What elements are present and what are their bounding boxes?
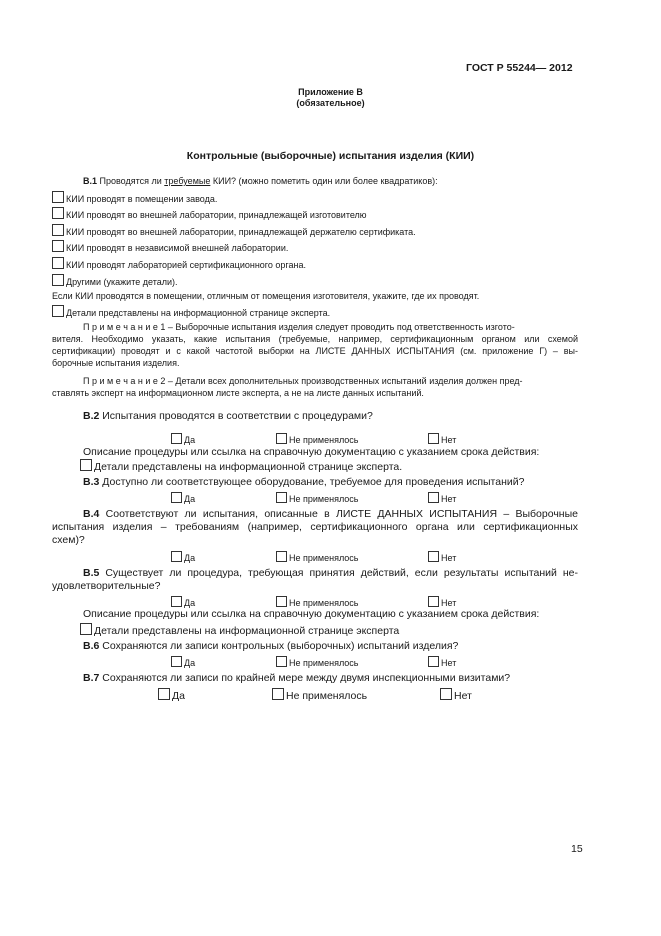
answer-yes[interactable]: Да [171, 433, 195, 446]
checkbox[interactable] [52, 274, 64, 286]
question-b5-line2: удовлетворительные? [52, 580, 161, 592]
checkbox[interactable] [52, 305, 64, 317]
answer-na[interactable]: Не применялось [272, 688, 367, 703]
note1-line2: вителя. Необходимо указать, какие испытания (требуемые, например, сертификационным органом или схемой [52, 334, 578, 344]
details-b5[interactable]: Детали представлены на информационной странице эксперта [80, 623, 399, 638]
answer-yes[interactable]: Да [171, 656, 195, 669]
checkbox[interactable] [52, 257, 64, 269]
checkbox[interactable] [276, 492, 287, 503]
checkbox[interactable] [171, 551, 182, 562]
checkbox[interactable] [428, 492, 439, 503]
answer-no[interactable]: Нет [428, 492, 456, 505]
checkbox[interactable] [80, 459, 92, 471]
checkbox[interactable] [171, 492, 182, 503]
details-b1[interactable]: Детали представлены на информационной странице эксперта. [52, 305, 330, 319]
question-b6: B.6 Сохраняются ли записи контрольных (выборочных) испытаний изделия? [83, 640, 459, 652]
if-other-text: Если КИИ проводятся в помещении, отличным от помещения изготовителя, укажите, где их проводят. [52, 291, 480, 301]
checkbox[interactable] [171, 433, 182, 444]
details-b2[interactable]: Детали представлены на информационной странице эксперта. [80, 459, 402, 474]
standard-number: ГОСТ Р 55244— 2012 [466, 62, 573, 74]
note2-line2: ставлять эксперт на информационном листе эксперта, а не на листе данных испытаний. [52, 388, 424, 398]
checkbox[interactable] [428, 656, 439, 667]
checkbox[interactable] [52, 207, 64, 219]
note2-line1: П р и м е ч а н и е 2 – Детали всех дополнительных производственных испытаний изделия должен пред- [83, 376, 523, 386]
page-number: 15 [571, 843, 583, 855]
answer-no[interactable]: Нет [428, 551, 456, 564]
option-factory[interactable]: КИИ проводят в помещении завода. [52, 191, 217, 205]
checkbox[interactable] [428, 596, 439, 607]
desc-b2: Описание процедуры или ссылка на справочную документацию с указанием срока действия: [83, 446, 540, 458]
question-b4-line1: B.4 Соответствуют ли испытания, описанные в ЛИСТЕ ДАННЫХ ИСПЫТАНИЯ – Выборочные [83, 508, 578, 520]
answer-yes[interactable]: Да [171, 492, 195, 505]
question-b1: B.1 Проводятся ли требуемые КИИ? (можно пометить один или более квадратиков): [83, 176, 438, 186]
option-holder-lab[interactable]: КИИ проводят во внешней лаборатории, принадлежащей держателю сертификата. [52, 224, 416, 238]
appendix-title: Приложение В [298, 87, 363, 97]
checkbox[interactable] [80, 623, 92, 635]
option-independent-lab[interactable]: КИИ проводят в независимой внешней лаборатории. [52, 240, 288, 254]
checkbox[interactable] [428, 433, 439, 444]
checkbox[interactable] [272, 688, 284, 700]
question-b2: B.2 Испытания проводятся в соответствии с процедурами? [83, 410, 373, 422]
checkbox[interactable] [276, 596, 287, 607]
checkbox[interactable] [276, 551, 287, 562]
answer-yes[interactable]: Да [171, 551, 195, 564]
option-manufacturer-lab[interactable]: КИИ проводят во внешней лаборатории, принадлежащей изготовителю [52, 207, 367, 221]
answer-na[interactable]: Не применялось [276, 656, 359, 669]
checkbox[interactable] [276, 433, 287, 444]
question-b4-line2: испытания изделия – требованиям (например, сертификационного органа или сертификационных [52, 521, 578, 533]
note1-line3: сертификации) проводят и с какой частотой выборки на ЛИСТЕ ДАННЫХ ИСПЫТАНИЯ (см. приложение Г) – вы- [52, 346, 578, 356]
answer-yes[interactable]: Да [171, 596, 195, 609]
answer-no[interactable]: Нет [428, 596, 456, 609]
checkbox[interactable] [440, 688, 452, 700]
note1-line4: борочные испытания изделия. [52, 358, 180, 368]
question-b7: B.7 Сохраняются ли записи по крайней мере между двумя инспекционными визитами? [83, 672, 511, 684]
checkbox[interactable] [428, 551, 439, 562]
checkbox[interactable] [171, 656, 182, 667]
answer-na[interactable]: Не применялось [276, 492, 359, 505]
checkbox[interactable] [158, 688, 170, 700]
answer-yes[interactable]: Да [158, 688, 185, 703]
checkbox[interactable] [52, 224, 64, 236]
answer-no[interactable]: Нет [428, 656, 456, 669]
answer-no[interactable]: Нет [440, 688, 472, 703]
answer-na[interactable]: Не применялось [276, 551, 359, 564]
question-number: B.1 [83, 176, 98, 186]
question-b3: B.3 Доступно ли соответствующее оборудование, требуемое для проведения испытаний? [83, 476, 525, 488]
desc-b5: Описание процедуры или ссылка на справочную документацию с указанием срока действия: [83, 608, 540, 620]
appendix-subtitle: (обязательное) [296, 98, 365, 108]
answer-no[interactable]: Нет [428, 433, 456, 446]
checkbox[interactable] [171, 596, 182, 607]
question-b4-line3: схем)? [52, 534, 85, 546]
question-b5-line1: B.5 Существует ли процедура, требующая принятия действий, если результаты испытаний не- [83, 567, 578, 579]
checkbox[interactable] [276, 656, 287, 667]
section-title: Контрольные (выборочные) испытания изделия (КИИ) [186, 150, 475, 162]
answer-na[interactable]: Не применялось [276, 433, 359, 446]
answer-na[interactable]: Не применялось [276, 596, 359, 609]
note1-line1: П р и м е ч а н и е 1 – Выборочные испытания изделия следует проводить под ответственность изгото- [83, 322, 515, 332]
checkbox[interactable] [52, 240, 64, 252]
option-cert-body-lab[interactable]: КИИ проводят лабораторией сертификационного органа. [52, 257, 306, 271]
option-other[interactable]: Другими (укажите детали). [52, 274, 178, 288]
checkbox[interactable] [52, 191, 64, 203]
